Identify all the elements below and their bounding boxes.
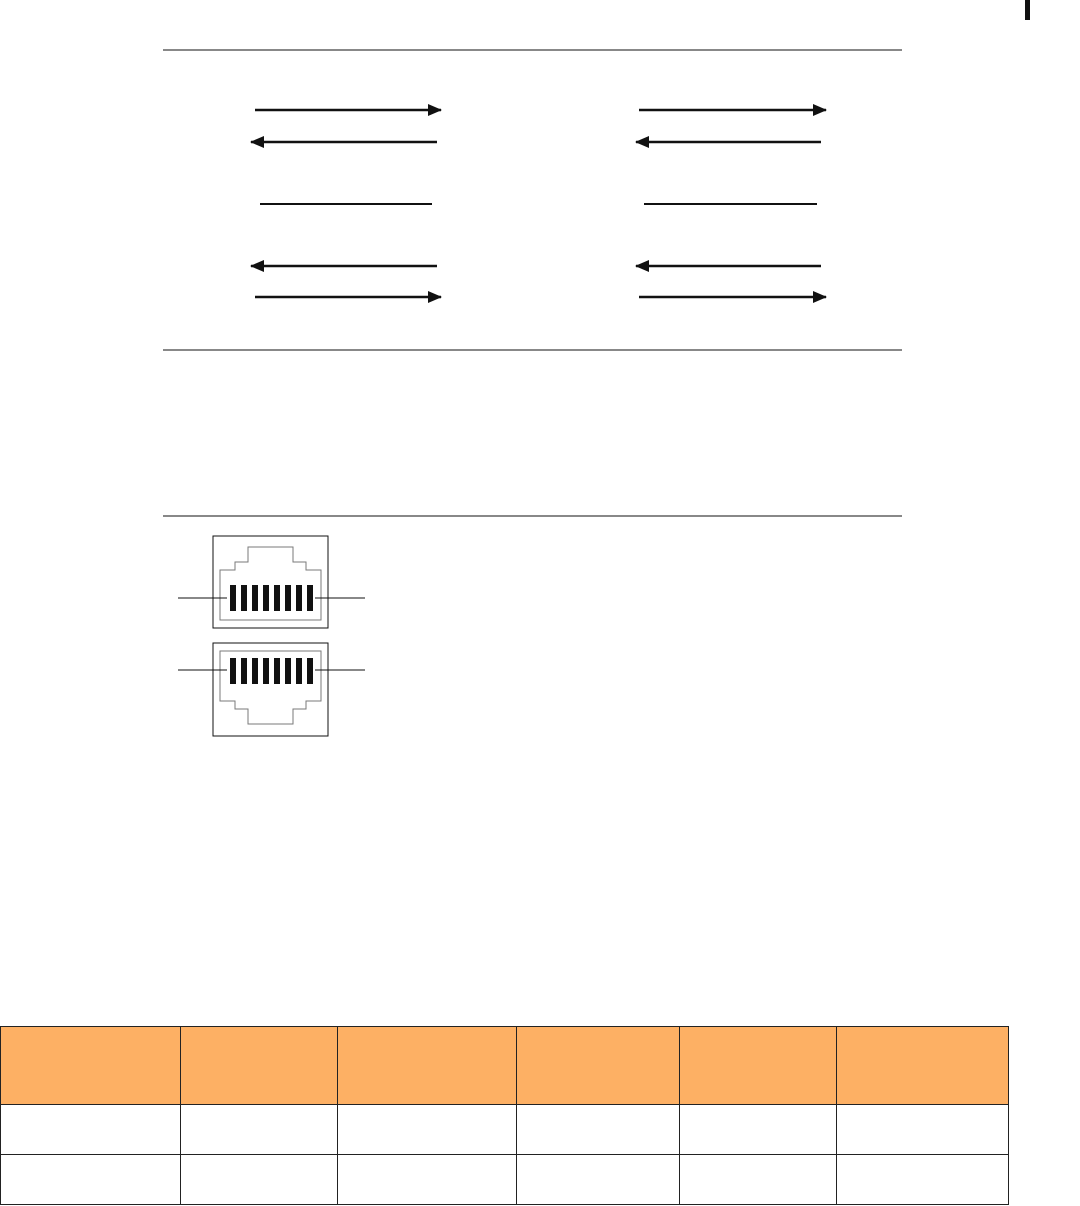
table-header-cell [1,1027,181,1105]
port-pin [252,658,258,684]
port-pin [230,658,236,684]
table-cell [837,1105,1009,1155]
table-cell [181,1105,338,1155]
table-cell [517,1105,680,1155]
port-pin [263,585,269,611]
port-pin [285,585,291,611]
table-header-row [1,1027,1009,1105]
table-cell [338,1155,517,1205]
table-cell [517,1155,680,1205]
port-pin [285,658,291,684]
port-pin [263,658,269,684]
table-header-cell [338,1027,517,1105]
table-header-cell [680,1027,837,1105]
port-frame [213,643,328,736]
table-cell [680,1155,837,1205]
port-pins [230,585,313,611]
data-table [0,1026,1009,1205]
rj45-port-top [178,536,365,628]
table-cell [181,1155,338,1205]
table-row [1,1105,1009,1155]
wiring-group-right [636,110,826,297]
wiring-group-left [251,110,441,297]
table-row [1,1155,1009,1205]
table-cell [837,1155,1009,1205]
port-pin [307,658,313,684]
port-pin [307,585,313,611]
port-pin [241,585,247,611]
table-header-cell [837,1027,1009,1105]
port-pin [241,658,247,684]
port-pin [296,658,302,684]
port-pin [296,585,302,611]
table-header-cell [517,1027,680,1105]
port-pin [230,585,236,611]
port-frame [213,536,328,628]
rj45-port-bottom [178,643,365,736]
table-cell [1,1105,181,1155]
port-pin [274,658,280,684]
table-cell [1,1155,181,1205]
table-header-cell [181,1027,338,1105]
table-cell [338,1105,517,1155]
table-cell [680,1105,837,1155]
port-pin [274,585,280,611]
port-pins [230,658,313,684]
port-pin [252,585,258,611]
